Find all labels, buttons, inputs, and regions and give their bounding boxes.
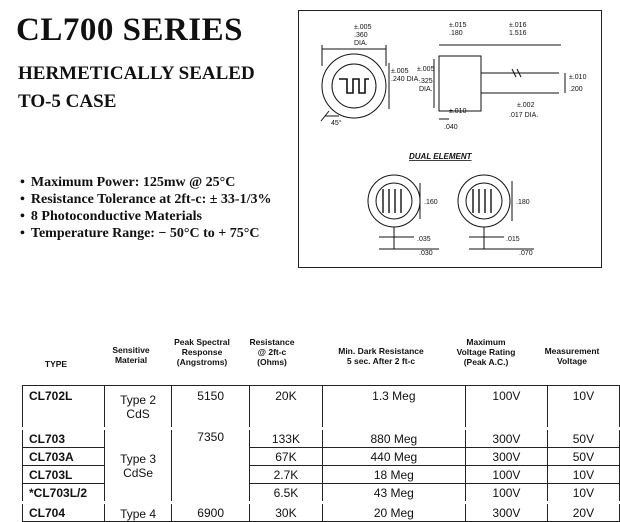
specs-table: [22, 385, 620, 522]
dim-070: .070: [519, 250, 533, 257]
resistance-cell: 6.5K: [250, 484, 323, 503]
page-title: CL700 SERIES: [16, 12, 243, 48]
table-row: [23, 503, 620, 522]
feature-tolerance: • Resistance Tolerance at 2ft-c: ± 33-1/3%: [20, 191, 271, 208]
feature-max-power: • Maximum Power: 125mw @ 25°C: [20, 174, 271, 191]
header-resistance: Resistance @ 2ft-c (Ohms): [249, 337, 295, 367]
type-cell: CL703L: [23, 466, 105, 484]
header-measurement-voltage: Measurement Voltage: [544, 346, 600, 366]
dark-resistance-cell: 1.3 Meg: [322, 386, 465, 429]
dim-200-tol: ±.010: [569, 74, 587, 81]
dim-1516-tol: ±.016: [509, 22, 527, 29]
vmeas-cell: 50V: [547, 448, 619, 466]
resistance-cell: 133K: [250, 429, 323, 448]
subtitle-line-1: HERMETICALLY SEALED: [18, 63, 255, 84]
dim-325-dia: .325 DIA.: [419, 78, 433, 93]
dark-resistance-cell: 43 Meg: [322, 484, 465, 503]
vmax-cell: 300V: [465, 429, 547, 448]
resistance-cell: 30K: [250, 503, 323, 522]
dim-180-dual: .180: [516, 199, 530, 206]
vmax-cell: 300V: [465, 448, 547, 466]
dim-360-tol: ±.005 .360 DIA.: [354, 24, 372, 47]
vmax-cell: 100V: [465, 386, 547, 429]
resistance-cell: 67K: [250, 448, 323, 466]
dim-200: .200: [569, 86, 583, 93]
dual-element-title: DUAL ELEMENT: [409, 152, 472, 161]
dark-resistance-cell: 20 Meg: [322, 503, 465, 522]
drawing-svg: [299, 11, 601, 267]
dim-015: .015: [506, 236, 520, 243]
dim-030: .030: [419, 250, 433, 257]
feature-list: [20, 174, 271, 242]
dim-035: .035: [417, 236, 431, 243]
table-row: [23, 386, 620, 429]
dim-240-dia: ±.005 .240 DIA.: [391, 68, 421, 83]
header-max-voltage: Maximum Voltage Rating (Peak A.C.): [456, 337, 516, 367]
dim-angle: 45°: [331, 120, 342, 127]
mechanical-drawing: [298, 10, 602, 268]
header-material: Sensitive Material: [112, 345, 150, 365]
dim-1516: 1.516: [509, 30, 527, 37]
type-cell: CL703A: [23, 448, 105, 466]
type-cell: CL704: [23, 503, 105, 522]
dim-040-tol: ±.010: [449, 108, 467, 115]
material-cell: Type 2 CdS: [105, 386, 172, 429]
vmax-cell: 100V: [465, 484, 547, 503]
dim-017-tol: ±.002: [517, 102, 535, 109]
dim-160: .160: [424, 199, 438, 206]
vmeas-cell: 50V: [547, 429, 619, 448]
dim-180-tol: ±.015: [449, 22, 467, 29]
vmeas-cell: 10V: [547, 466, 619, 484]
material-cell: Type 4: [105, 503, 172, 522]
type-cell: CL702L: [23, 386, 105, 429]
material-cell: Type 3 CdSe: [105, 429, 172, 503]
peak-cell: 7350: [172, 429, 250, 503]
dim-180: .180: [449, 30, 463, 37]
vmeas-cell: 20V: [547, 503, 619, 522]
header-dark-resistance: Min. Dark Resistance 5 sec. After 2 ft-c: [338, 346, 424, 366]
dim-325-tol: ±.005: [417, 66, 435, 73]
vmax-cell: 300V: [465, 503, 547, 522]
peak-cell: 5150: [172, 386, 250, 429]
dark-resistance-cell: 880 Meg: [322, 429, 465, 448]
table-row: [23, 429, 620, 448]
vmeas-cell: 10V: [547, 484, 619, 503]
header-type: TYPE: [44, 359, 68, 369]
peak-cell: 6900: [172, 503, 250, 522]
dark-resistance-cell: 18 Meg: [322, 466, 465, 484]
type-cell: CL703: [23, 429, 105, 448]
vmeas-cell: 10V: [547, 386, 619, 429]
feature-materials: • 8 Photoconductive Materials: [20, 208, 271, 225]
header-peak-spectral: Peak Spectral Response (Angstroms): [174, 337, 230, 367]
resistance-cell: 20K: [250, 386, 323, 429]
resistance-cell: 2.7K: [250, 466, 323, 484]
feature-temperature: • Temperature Range: − 50°C to + 75°C: [20, 225, 271, 242]
vmax-cell: 100V: [465, 466, 547, 484]
subtitle-line-2: TO-5 CASE: [18, 91, 117, 112]
type-cell: *CL703L/2: [23, 484, 105, 503]
dark-resistance-cell: 440 Meg: [322, 448, 465, 466]
dim-017-dia: .017 DIA.: [509, 112, 539, 119]
dim-040: .040: [444, 124, 458, 131]
